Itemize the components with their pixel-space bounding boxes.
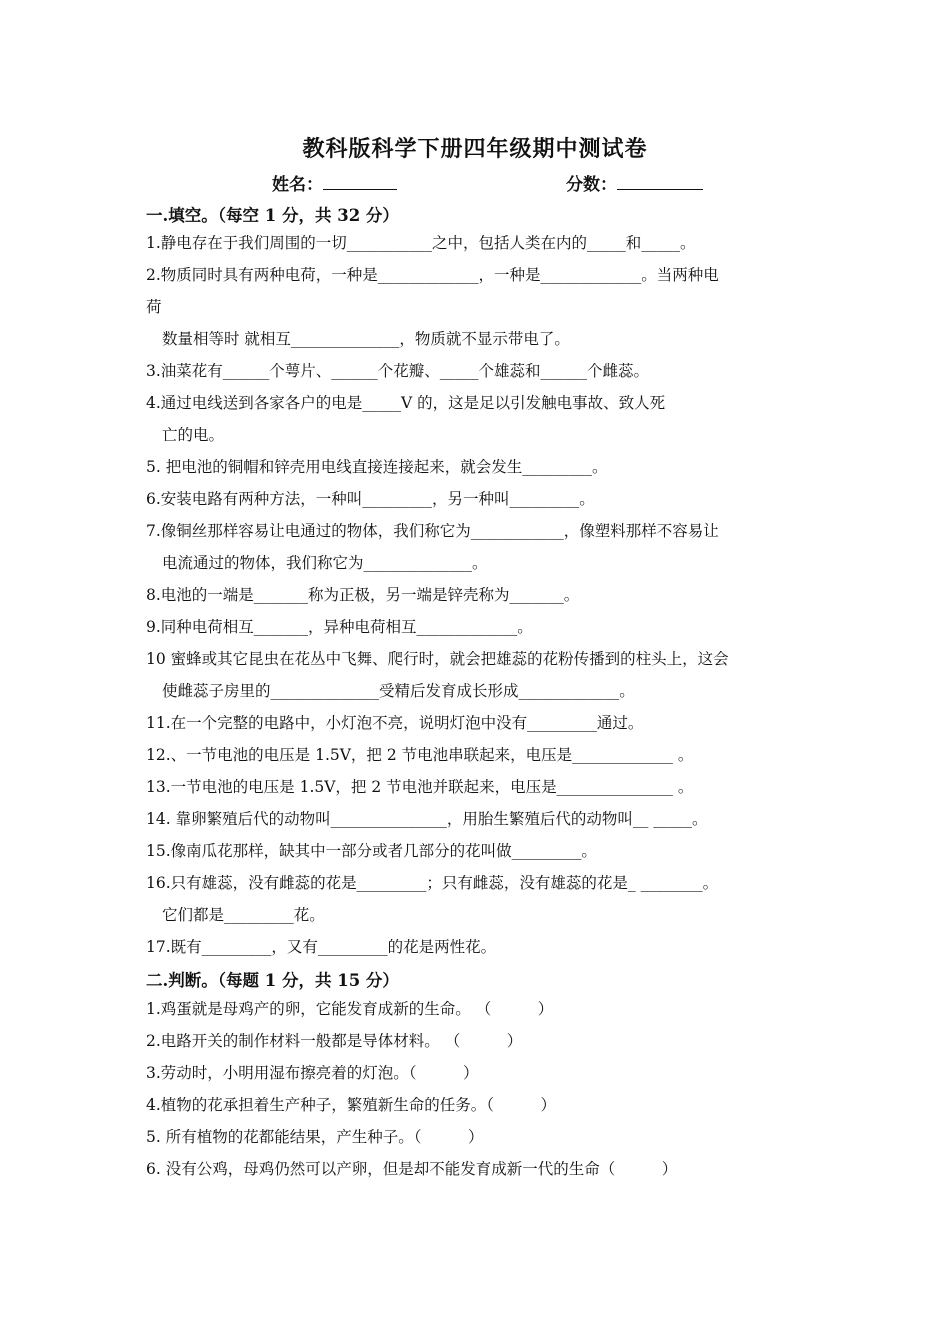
question-line: 15.像南瓜花那样，缺其中一部分或者几部分的花叫做_________。 bbox=[146, 842, 597, 860]
score-field bbox=[566, 170, 703, 195]
question-line: 6.安装电路有两种方法，一种叫_________，另一种叫_________。 bbox=[146, 490, 595, 508]
judge-line: 1.鸡蛋就是母鸡产的卵，它能发育成新的生命。 （ ） bbox=[146, 1000, 554, 1018]
question-line: 3.油菜花有______个萼片、______个花瓣、_____个雄蕊和______个雌蕊。 bbox=[146, 362, 650, 380]
judge-line: 4.植物的花承担着生产种子，繁殖新生命的任务。（ ） bbox=[146, 1096, 557, 1114]
question-line: 荷 bbox=[146, 298, 162, 316]
question-line: 11.在一个完整的电路中，小灯泡不亮，说明灯泡中没有_________通过。 bbox=[146, 714, 644, 732]
question-line: 4.通过电线送到各家各户的电是_____V 的，这是足以引发触电事故、致人死 bbox=[146, 394, 666, 412]
name-blank[interactable] bbox=[323, 173, 397, 190]
name-field bbox=[272, 170, 397, 195]
question-line: 8.电池的一端是_______称为正极，另一端是锌壳称为_______。 bbox=[146, 586, 580, 604]
name-label: 姓名： bbox=[272, 175, 323, 195]
section-heading-fill: 一.填空。（每空 1 分，共 32 分） bbox=[146, 206, 399, 225]
question-line: 电流通过的物体，我们称它为______________。 bbox=[162, 554, 488, 572]
judge-line: 6. 没有公鸡，母鸡仍然可以产卵，但是却不能发育成新一代的生命（ ） bbox=[146, 1160, 678, 1178]
question-line: 12.、一节电池的电压是 1.5V，把 2 节电池串联起来，电压是_____________ 。 bbox=[146, 746, 694, 764]
question-line: 10 蜜蜂或其它昆虫在花丛中飞舞、爬行时，就会把雄蕊的花粉传播到的柱头上，这会 bbox=[146, 650, 729, 668]
question-line: 2.物质同时具有两种电荷，一种是_____________，一种是_____________。当两种电 bbox=[146, 266, 719, 284]
judge-line: 2.电路开关的制作材料一般都是导体材料。 （ ） bbox=[146, 1032, 523, 1050]
question-line: 使雌蕊子房里的______________受精后发育成长形成_____________。 bbox=[162, 682, 635, 700]
question-line: 7.像铜丝那样容易让电通过的物体，我们称它为____________，像塑料那样不容易让 bbox=[146, 522, 719, 540]
question-line: 它们都是_________花。 bbox=[162, 906, 325, 924]
question-line: 17.既有_________，又有_________的花是两性花。 bbox=[146, 938, 497, 956]
judge-line: 3.劳动时，小明用湿布擦亮着的灯泡。（ ） bbox=[146, 1064, 479, 1082]
question-line: 16.只有雄蕊，没有雌蕊的花是_________；只有雌蕊，没有雄蕊的花是_ ________。 bbox=[146, 874, 719, 892]
question-line: 亡的电。 bbox=[162, 426, 225, 444]
question-line: 14. 靠卵繁殖后代的动物叫_______________，用胎生繁殖后代的动物叫__ _____。 bbox=[146, 810, 708, 828]
question-line: 1.静电存在于我们周围的一切___________之中，包括人类在内的_____和_____。 bbox=[146, 234, 696, 252]
question-line: 数量相等时 就相互______________，物质就不显示带电了。 bbox=[162, 330, 570, 348]
section-heading-judge: 二.判断。（每题 1 分，共 15 分） bbox=[146, 971, 399, 990]
score-blank[interactable] bbox=[617, 173, 703, 190]
question-line: 5. 把电池的铜帽和锌壳用电线直接连接起来，就会发生_________。 bbox=[146, 458, 608, 476]
question-line: 9.同种电荷相互_______，异种电荷相互_____________。 bbox=[146, 618, 533, 636]
question-line: 13.一节电池的电压是 1.5V，把 2 节电池并联起来，电压是_______________ 。 bbox=[146, 778, 694, 796]
judge-line: 5. 所有植物的花都能结果，产生种子。（ ） bbox=[146, 1128, 484, 1146]
score-label: 分数： bbox=[566, 175, 617, 195]
page-title: 教科版科学下册四年级期中测试卷 bbox=[302, 136, 648, 162]
